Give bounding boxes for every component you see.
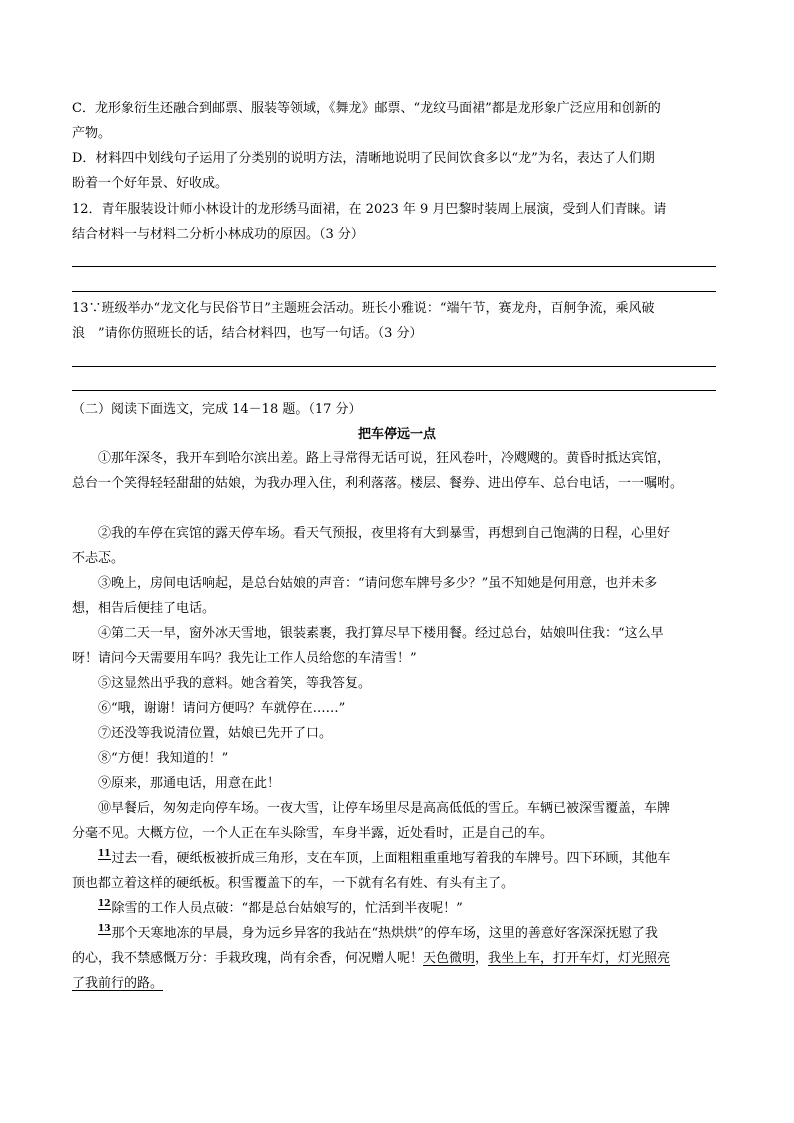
paragraph-13-line-2 bbox=[72, 949, 722, 969]
paragraph-5: ⑤这显然出乎我的意料。她含着笑，等我答复。 bbox=[98, 676, 372, 691]
paragraph-10-line-2: 分毫不见。大概方位，一个人正在车头除雪，车身半露，近处看时，正是自己的车。 bbox=[72, 826, 554, 841]
section-2-intro: （二）阅读下面选文，完成 14－18 题。（17 分） bbox=[72, 402, 362, 417]
question-12-line-2: 结合材料一与材料二分析小林成功的原因。（3 分） bbox=[72, 227, 364, 242]
option-c-line-2: 产物。 bbox=[72, 126, 112, 141]
paragraph-4-line-2: 呀！请问今天需要用车吗？我先让工作人员给您的车清雪！” bbox=[72, 651, 417, 666]
paragraph-12-line-1 bbox=[98, 899, 748, 919]
article-title: 把车停远一点 bbox=[357, 427, 436, 442]
paragraph-1-line-2: 总台一个笑得轻轻甜甜的姑娘，为我办理入住，利利落落。楼层、餐券、进出停车、总台电话，一一嘱咐。 bbox=[72, 476, 684, 491]
underlined-sentence-b-end: 了我前行的路。 bbox=[72, 976, 164, 991]
separator-comma: ， bbox=[475, 951, 489, 966]
paragraph-1-line-1: ①那年深冬，我开车到哈尔滨出差。路上寻常得无话可说，狂风卷叶，冷飕飕的。黄昏时抵达宾馆， bbox=[98, 451, 671, 466]
paragraph-11-line-1 bbox=[98, 849, 748, 869]
paragraph-13-plain-text: 的心，我不禁感慨万分：手栽玫瑰，尚有余香，何况赠人呢！ bbox=[72, 951, 424, 966]
answer-line bbox=[72, 366, 716, 367]
paragraph-10-line-1: ⑩早餐后，匆匆走向停车场。一夜大雪，让停车场里尽是高高低低的雪丘。车辆已被深雪覆盖，车牌 bbox=[98, 801, 671, 816]
paragraph-11-text: 过去一看，硬纸板被折成三角形，支在车顶，上面粗粗重重地写着我的车牌号。四下环顾，其他车 bbox=[111, 851, 671, 866]
question-12-line-1: 12．青年服装设计师小林设计的龙形绣马面裙，在 2023 年 9 月巴黎时装周上展演，受到人们青睐。请 bbox=[72, 202, 667, 217]
paragraph-2-line-2: 不忐忑。 bbox=[72, 551, 125, 566]
paragraph-7: ⑦还没等我说清位置，姑娘已先开了口。 bbox=[98, 726, 333, 741]
underlined-sentence-a: 天色微明 bbox=[423, 951, 476, 966]
option-d-line-1: D．材料四中划线句子运用了分类别的说明方法，清晰地说明了民间饮食多以“龙”为名，表达了人们期 bbox=[72, 151, 655, 166]
paragraph-9: ⑨原来，那通电话，用意在此！ bbox=[98, 776, 281, 791]
paragraph-4-line-1: ④第二天一早，窗外冰天雪地，银装素裹，我打算尽早下楼用餐。经过总台，姑娘叫住我：“这么早 bbox=[98, 626, 664, 641]
option-d-line-2: 盼着一个好年景、好收成。 bbox=[72, 176, 229, 191]
paragraph-8: ⑧“方便！我知道的！” bbox=[98, 751, 229, 766]
option-c-line-1: C．龙形象衍生还融合到邮票、服装等领域，《舞龙》邮票、“龙纹马面裙”都是龙形象广泛应用和创新的 bbox=[72, 101, 661, 116]
underlined-sentence-b: 我坐上车，打开车灯，灯光照亮 bbox=[488, 951, 671, 966]
paragraph-number-12: 12 bbox=[98, 899, 111, 909]
answer-line bbox=[72, 266, 716, 267]
answer-line bbox=[72, 390, 716, 391]
paragraph-2-line-1: ②我的车停在宾馆的露天停车场。看天气预报，夜里将有大到暴雪，再想到自己饱满的日程，心里好 bbox=[98, 526, 671, 541]
question-13-line-1: 13∵班级举办“龙文化与民俗节日”主题班会活动。班长小雅说：“端午节，赛龙舟，百舸争流，乘风破 bbox=[72, 301, 655, 316]
paragraph-number-13: 13 bbox=[98, 924, 111, 934]
paragraph-11-line-2: 顶也都立着这样的硬纸板。积雪覆盖下的车，一下就有名有姓、有头有主了。 bbox=[72, 876, 515, 891]
answer-line bbox=[72, 291, 716, 292]
question-13-line-2: 浪 ”请你仿照班长的话，结合材料四，也写一句话。（3 分） bbox=[72, 326, 423, 341]
paragraph-3-line-2: 想，相告后便挂了电话。 bbox=[72, 601, 216, 616]
paragraph-13-line-1 bbox=[98, 924, 748, 944]
paragraph-6: ⑥“哦，谢谢！请问方便吗？车就停在……” bbox=[98, 701, 346, 716]
paragraph-12-text: 除雪的工作人员点破：“都是总台姑娘写的，忙活到半夜呢！” bbox=[111, 901, 463, 916]
paragraph-number-11: 11 bbox=[98, 849, 111, 859]
paragraph-13-text: 那个天寒地冻的早晨，身为远乡异客的我站在“热烘烘”的停车场，这里的善意好客深深抚慰了我 bbox=[111, 926, 658, 941]
paragraph-13-line-3 bbox=[72, 974, 722, 994]
paragraph-3-line-1: ③晚上，房间电话响起，是总台姑娘的声音：“请问您车牌号多少？”虽不知她是何用意，也并未多 bbox=[98, 576, 658, 591]
